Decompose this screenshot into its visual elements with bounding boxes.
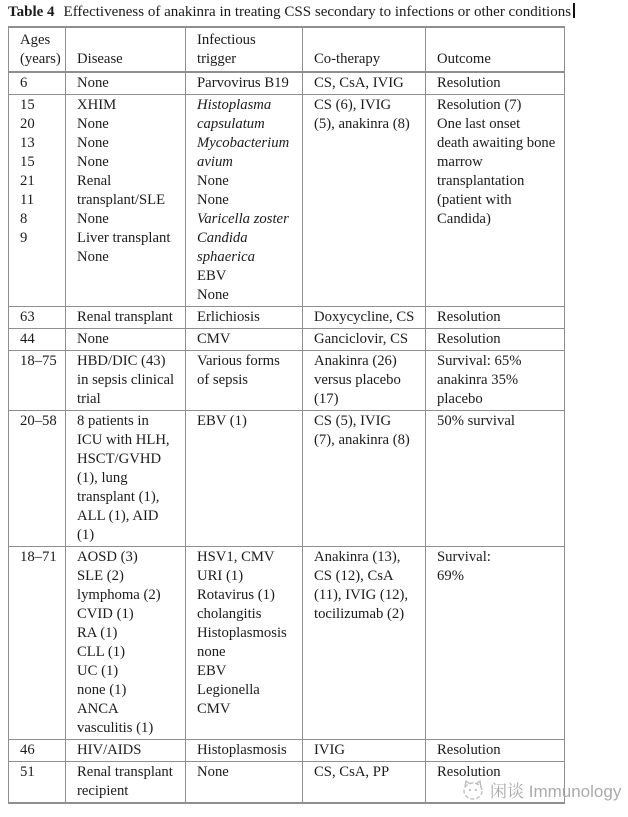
cell-line: EBV (1) [197,413,247,429]
cell-line: None [77,135,109,151]
cell-line: versus placebo [314,372,401,388]
text-cursor [573,3,575,18]
cell-line: HIV/AIDS [77,742,142,758]
cell-trigger [186,329,303,351]
table-row [9,411,565,547]
cell-line: 44 [20,331,35,347]
table-caption-text: Effectiveness of anakinra in treating CSS secondary to infections or other conditions [63,4,572,20]
cell-line: ANCA [77,701,119,717]
column-header-disease [66,27,186,72]
cell-line: Various forms [197,353,280,369]
cell-line: 6 [20,75,28,91]
cell-line: anakinra 35% [437,372,519,388]
cell-cotherapy [303,762,426,804]
cell-line: RA (1) [77,625,118,641]
cell-line: ICU with HLH, [77,432,170,448]
cell-line: none [197,644,226,660]
table-row [9,351,565,411]
cell-line: 15 [20,154,35,170]
cell-line: Histoplasmosis [197,625,287,641]
cell-disease [66,72,186,95]
cell-line: Renal transplant [77,309,173,325]
column-header-trigger [186,27,303,72]
cell-line: EBV [197,663,227,679]
cell-disease [66,411,186,547]
cell-line: 11 [20,192,35,208]
cell-ages [9,547,66,740]
cell-trigger [186,411,303,547]
cell-line: Resolution [437,75,501,91]
cell-line: CS (6), IVIG [314,97,392,113]
cell-line: Outcome [437,51,491,67]
watermark-text: 闲谈 Immunology [490,782,622,801]
cell-cotherapy [303,329,426,351]
cell-line: CS, CsA, IVIG [314,75,404,91]
table-header [9,27,565,72]
cell-line: 18–71 [20,549,57,565]
cell-cotherapy [303,547,426,740]
cell-line: trial [77,391,101,407]
cell-outcome [426,740,565,762]
header-row [9,27,565,72]
cell-ages [9,351,66,411]
cell-line: SLE (2) [77,568,124,584]
cell-line: CLL (1) [77,644,125,660]
cell-line: Infectious [197,32,256,48]
cell-line: Mycobacterium [197,135,290,151]
cell-disease [66,547,186,740]
cell-line: Resolution [437,331,501,347]
table-caption [8,3,628,22]
cell-line: Histoplasma [197,97,272,113]
cell-ages [9,411,66,547]
cell-trigger [186,740,303,762]
cell-line: None [197,287,229,303]
cell-line: CS, CsA, PP [314,764,390,780]
cell-line: (years) [20,51,61,67]
cell-trigger [186,351,303,411]
cell-line: None [77,211,109,227]
cell-cotherapy [303,307,426,329]
cell-line: Liver transplant [77,230,171,246]
cell-line: (11), IVIG (12), [314,587,409,603]
cell-line: of sepsis [197,372,248,388]
cell-line: recipient [77,783,129,799]
cell-cotherapy [303,351,426,411]
cell-outcome [426,411,565,547]
cell-line: transplantation [437,173,525,189]
cell-line: Rotavirus (1) [197,587,275,603]
cell-disease [66,95,186,307]
cell-line: HSCT/GVHD [77,451,162,467]
cell-line: CMV [197,701,231,717]
cell-line: lymphoma (2) [77,587,161,603]
cell-line: CS (12), CsA [314,568,394,584]
cell-disease [66,740,186,762]
cell-line: Doxycycline, CS [314,309,415,325]
cell-line: AOSD (3) [77,549,138,565]
cell-ages [9,307,66,329]
column-header-outcome [426,27,565,72]
cell-line: cholangitis [197,606,262,622]
cell-line: One last onset [437,116,521,132]
cell-line: Resolution [437,309,501,325]
cell-line: 18–75 [20,353,57,369]
cell-line: CMV [197,331,231,347]
cell-line: None [77,116,109,132]
cell-cotherapy [303,72,426,95]
cell-line: in sepsis clinical [77,372,175,388]
cell-line: None [77,331,109,347]
cell-line: Parvovirus B19 [197,75,289,91]
cell-line: URI (1) [197,568,244,584]
cell-line: 20 [20,116,35,132]
cell-line: Histoplasmosis [197,742,287,758]
cell-line: 69% [437,568,464,584]
anakinra-effectiveness-table [8,26,565,804]
cell-line: 8 [20,211,28,227]
cell-line: UC (1) [77,663,119,679]
table-caption-label: Table 4 [8,4,55,20]
cell-line: 21 [20,173,35,189]
cell-cotherapy [303,740,426,762]
cell-line: tocilizumab (2) [314,606,405,622]
cell-line: EBV [197,268,227,284]
cell-ages [9,762,66,804]
table-row [9,329,565,351]
cell-line: XHIM [77,97,117,113]
cell-line: vasculitis (1) [77,720,154,736]
cell-line: CS (5), IVIG [314,413,392,429]
cell-line: 46 [20,742,35,758]
cell-line: None [77,249,109,265]
cell-cotherapy [303,95,426,307]
cell-cotherapy [303,411,426,547]
cell-line: Renal [77,173,112,189]
cell-line: ALL (1), AID [77,508,159,524]
column-header-cotherapy [303,27,426,72]
cell-outcome [426,72,565,95]
cell-line: None [197,192,229,208]
cell-line: None [77,154,109,170]
cell-line: Resolution [437,742,501,758]
cell-line: trigger [197,51,237,67]
table-row [9,95,565,307]
cell-outcome [426,95,565,307]
cell-line: Disease [77,51,123,67]
cell-line: (1), lung [77,470,128,486]
cell-outcome [426,351,565,411]
cell-line: Varicella zoster [197,211,289,227]
cell-line: avium [197,154,233,170]
cell-line: Co-therapy [314,51,381,67]
cell-line: 20–58 [20,413,57,429]
cell-line: CVID (1) [77,606,134,622]
cell-line: 9 [20,230,28,246]
table-row [9,307,565,329]
table-body [9,72,565,803]
cell-line: 15 [20,97,35,113]
cell-ages [9,740,66,762]
cell-trigger [186,307,303,329]
cell-ages [9,95,66,307]
cell-ages [9,329,66,351]
cell-outcome [426,547,565,740]
cell-ages [9,72,66,95]
cell-line: 50% survival [437,413,515,429]
table-row [9,740,565,762]
watermark [461,777,621,802]
cell-disease [66,762,186,804]
cell-line: none (1) [77,682,127,698]
table-row [9,72,565,95]
cell-line: Legionella [197,682,260,698]
cell-line: 13 [20,135,35,151]
cell-line: sphaerica [197,249,255,265]
column-header-ages [9,27,66,72]
cell-line: HSV1, CMV [197,549,275,565]
cell-line: Anakinra (13), [314,549,401,565]
cell-line: Survival: 65% [437,353,522,369]
cell-line: Erlichiosis [197,309,260,325]
cell-line: (5), anakinra (8) [314,116,410,132]
cell-line: Candida) [437,211,491,227]
cell-line: None [197,173,229,189]
cell-trigger [186,72,303,95]
cell-outcome [426,329,565,351]
table-row [9,547,565,740]
cell-disease [66,351,186,411]
cell-line: (1) [77,527,95,543]
cell-line: None [197,764,229,780]
cell-line: 63 [20,309,35,325]
cell-line: marrow [437,154,483,170]
cell-line: None [77,75,109,91]
cell-line: HBD/DIC (43) [77,353,166,369]
cell-line: placebo [437,391,483,407]
cell-trigger [186,95,303,307]
cell-trigger [186,547,303,740]
cell-line: 51 [20,764,35,780]
cell-line: (17) [314,391,339,407]
cell-line: Renal transplant [77,764,173,780]
cell-line: Ganciclovir, CS [314,331,409,347]
cell-trigger [186,762,303,804]
cell-line: capsulatum [197,116,265,132]
cell-disease [66,307,186,329]
cell-line: transplant/SLE [77,192,166,208]
cell-disease [66,329,186,351]
cell-line: Candida [197,230,248,246]
cell-line: Resolution [437,764,501,780]
cell-line: 8 patients in [77,413,149,429]
cell-line: (patient with [437,192,512,208]
cell-line: transplant (1), [77,489,160,505]
cell-outcome [426,307,565,329]
cat-logo-icon [461,779,485,801]
cell-line: Resolution (7) [437,97,522,113]
cell-line: IVIG [314,742,345,758]
cell-line: Anakinra (26) [314,353,397,369]
cell-line: Ages [20,32,51,48]
cell-line: Survival: [437,549,491,565]
cell-line: (7), anakinra (8) [314,432,410,448]
cell-line: death awaiting bone [437,135,556,151]
